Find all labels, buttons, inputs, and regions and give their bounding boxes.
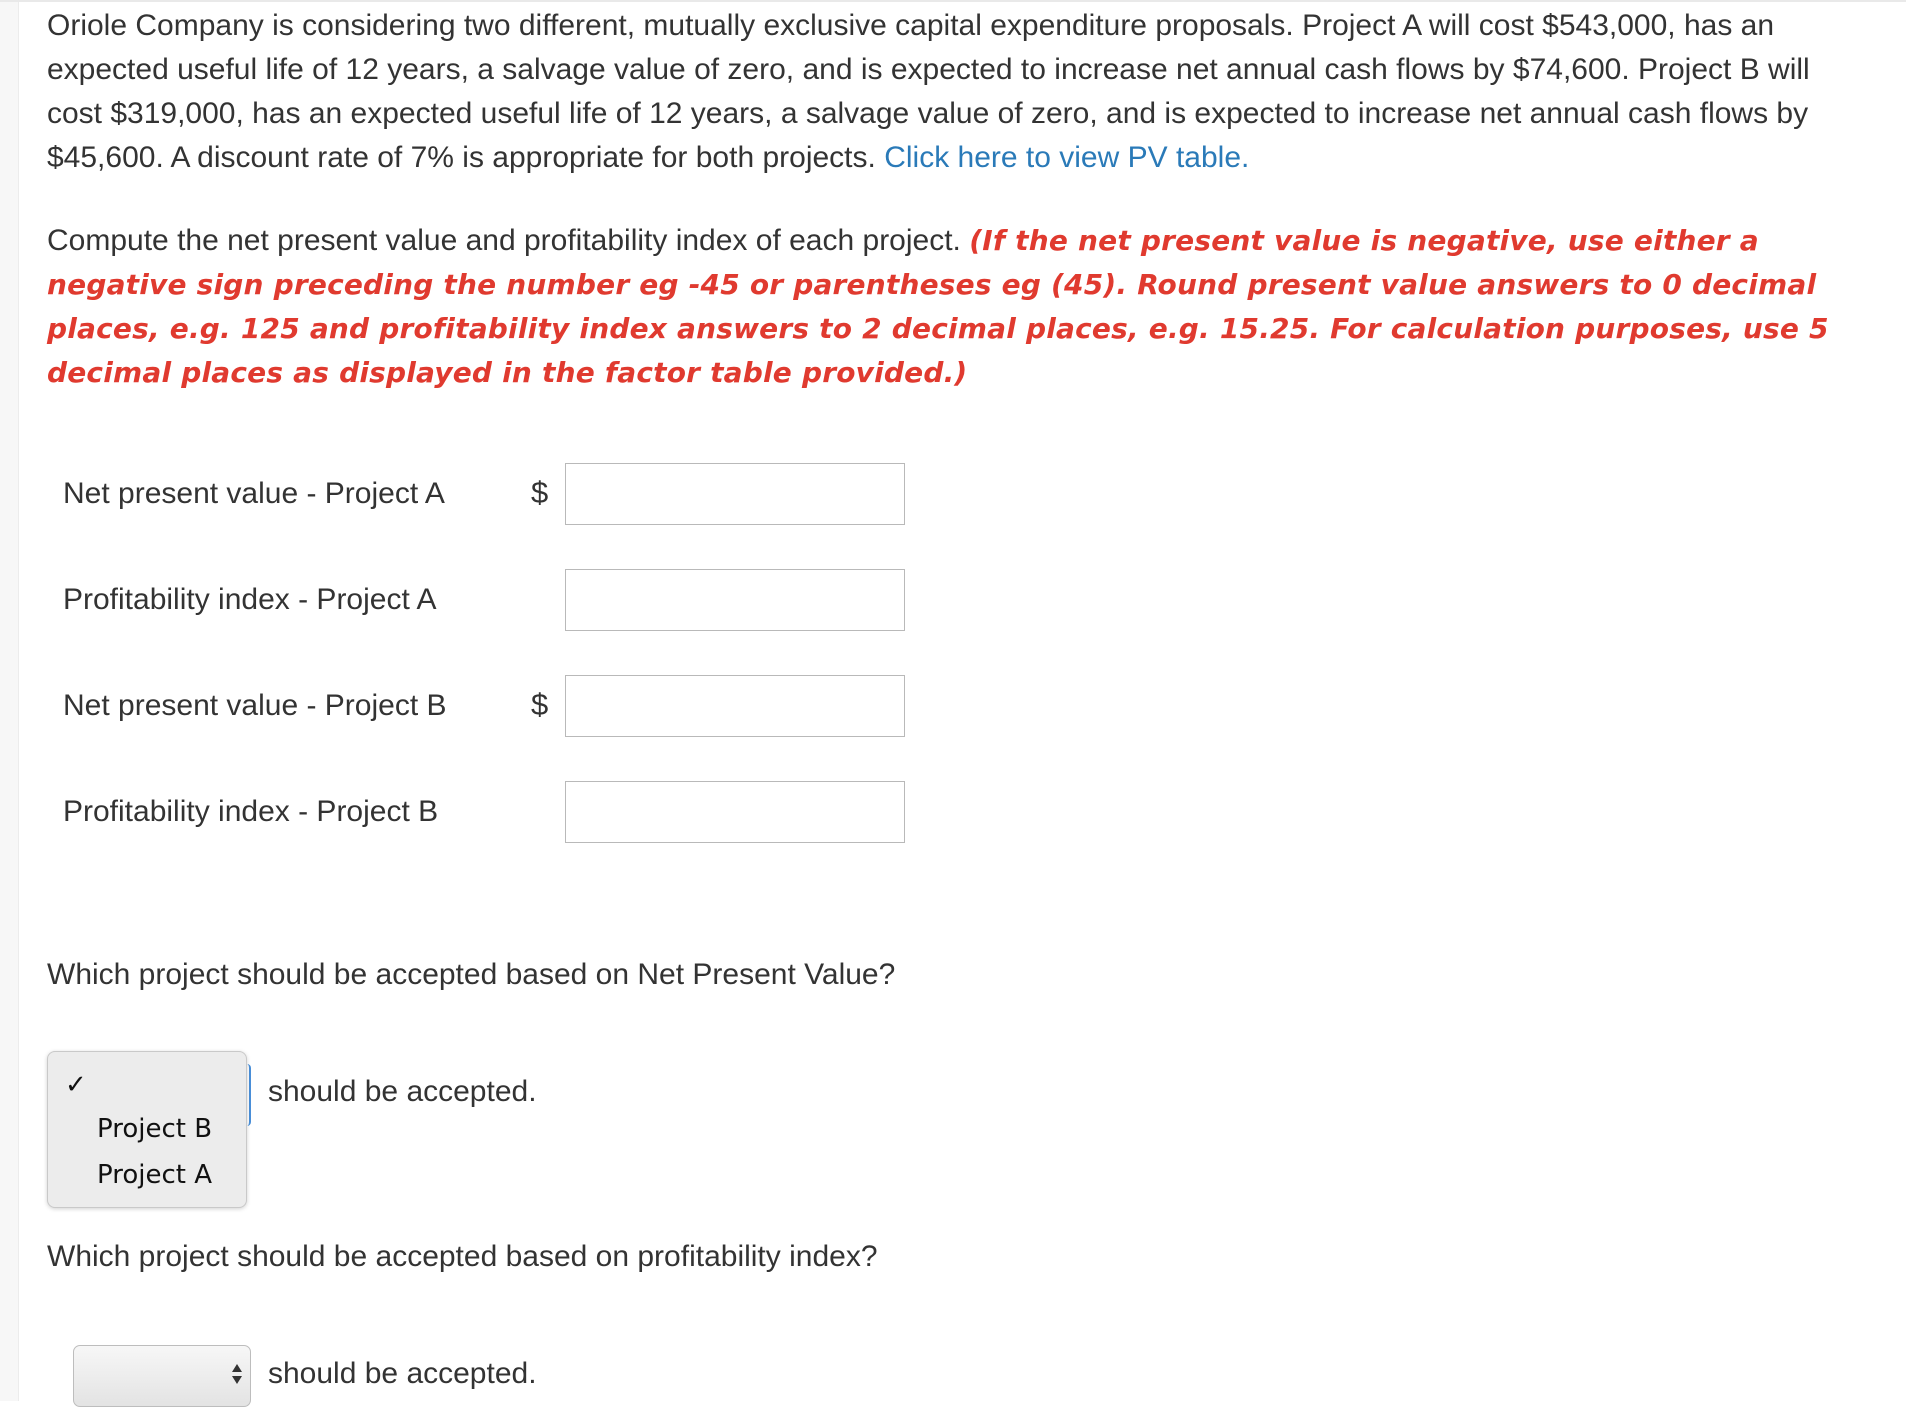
problem-text: Oriole Company is considering two different, mutually exclusive capital expenditure proposals. Project A will cost $543,000, has an expected useful life of 12 years, a salvage value of zero, and is expected to increase net annual cash flows by $74,600. Project B will cost $319,000, has an expected useful life of 12 years, a salvage value of zero, and is expected to increase net annual cash flows by $45,600. A discount rate of 7% is appropriate for both projects. [47,9,1810,174]
instructions-lead: Compute the net present value and profitability index of each project. [47,224,961,257]
input-npv-project-b[interactable] [565,675,905,737]
npv-question: Which project should be accepted based on Net Present Value? [47,958,896,991]
dollar-sign: $ [531,475,549,510]
label-npv-project-b: Net present value - Project B [63,689,447,722]
pv-table-link[interactable]: Click here to view PV table. [884,141,1250,174]
problem-statement [47,4,1857,180]
check-icon: ✓ [65,1070,87,1100]
dropdown-option-project-a[interactable]: Project A [97,1160,213,1190]
label-npv-project-a: Net present value - Project A [63,477,445,510]
input-pi-project-b[interactable] [565,781,905,843]
row-pi-project-b [63,781,913,847]
top-divider [0,0,1906,2]
label-pi-project-a: Profitability index - Project A [63,583,437,616]
row-pi-project-a [63,569,913,635]
input-npv-project-a[interactable] [565,463,905,525]
left-gutter [0,0,19,1401]
pi-project-select[interactable] [73,1345,251,1407]
npv-project-dropdown[interactable] [47,1051,247,1208]
row-npv-project-a [63,463,913,529]
pi-question: Which project should be accepted based on profitability index? [47,1240,878,1273]
label-pi-project-b: Profitability index - Project B [63,795,439,828]
dollar-sign: $ [531,687,549,722]
input-pi-project-a[interactable] [565,569,905,631]
instructions-note: (If the net present value is negative, use either a negative sign preceding the number eg -45 or parentheses eg (45). Round present value answers to 0 decimal places, e.g. 125 and profitability index answers to 2 decimal places, e.g. 15.25. For calculation purposes, use 5 decimal places as displayed in the factor table provided.) [47,224,1829,389]
question-content [47,4,1897,395]
instructions [47,219,1887,395]
pi-accept-suffix: should be accepted. [268,1357,537,1390]
select-updown-icon [232,1362,242,1388]
dropdown-option-project-b[interactable]: Project B [97,1114,213,1144]
row-npv-project-b [63,675,913,741]
npv-accept-suffix: should be accepted. [268,1075,537,1108]
